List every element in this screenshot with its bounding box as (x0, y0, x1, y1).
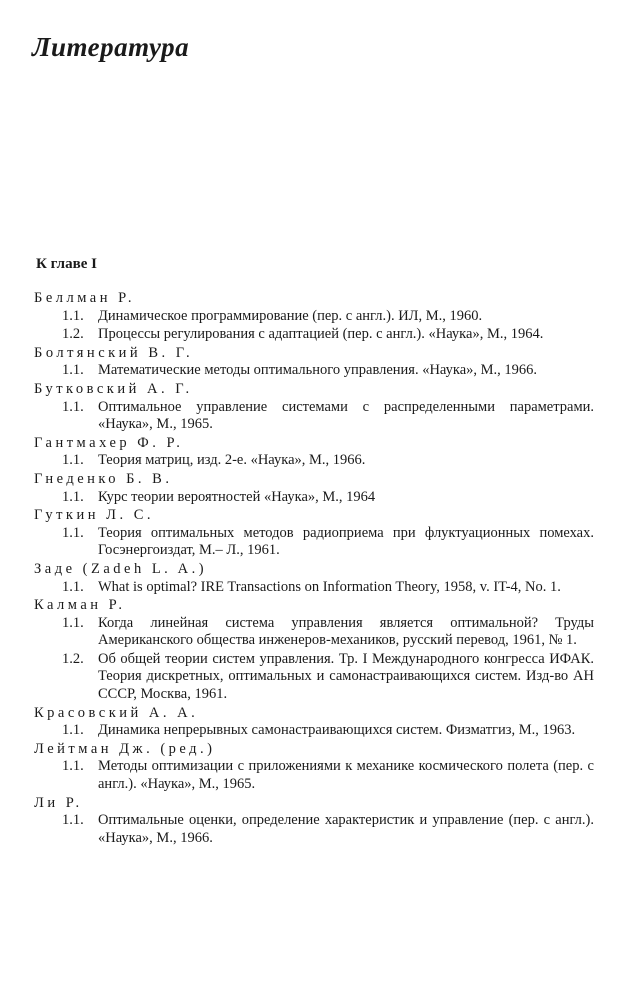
reference-author: Гнеденко Б. В. (34, 470, 173, 487)
reference-author: Беллман Р. (34, 290, 136, 306)
reference-number: 1.2. (62, 326, 84, 343)
reference-entry (34, 308, 594, 326)
reference-number: 1.1. (62, 362, 84, 379)
reference-text: Оптимальное управление системами с распределенными параметрами. «Наука», М., 1965. (98, 398, 594, 433)
reference-entry (34, 812, 594, 847)
reference-text: Процессы регулирования с адаптацией (пер. с англ.). «Наука», М., 1964. (98, 326, 544, 343)
reference-text: Динамика непрерывных самонастраивающихся систем. Физматгиз, М., 1963. (98, 722, 576, 739)
reference-text: Курс теории вероятностей «Наука», М., 1964 (98, 488, 376, 505)
reference-author: Гуткин Л. С. (34, 507, 154, 524)
reference-author: Болтянский В. Г. (34, 344, 194, 361)
reference-author: Ли Р. (34, 794, 83, 811)
chapter-heading: К главе I (36, 256, 97, 272)
reference-text: What is optimal? IRE Transactions on Information Theory, 1958, v. IT-4, No. 1. (98, 578, 561, 595)
reference-number: 1.1. (62, 614, 84, 631)
reference-entry (34, 651, 594, 704)
reference-number: 1.1. (62, 722, 84, 739)
reference-number: 1.1. (62, 307, 84, 324)
reference-entry (34, 452, 594, 470)
reference-text: Оптимальные оценки, определение характеристик и управление (пер. с англ.). «Наука», М., 1966. (98, 812, 594, 846)
reference-author: Красовский А. А. (34, 704, 199, 721)
reference-text: Динамическое программирование (пер. с англ.). ИЛ, М., 1960. (98, 307, 483, 324)
reference-entry (34, 615, 594, 650)
reference-number: 1.1. (62, 578, 84, 595)
reference-entry (34, 362, 594, 380)
reference-entry (34, 525, 594, 560)
reference-entry (34, 326, 594, 344)
reference-list (34, 290, 594, 848)
reference-entry (34, 399, 594, 434)
reference-text: Теория матриц, изд. 2-е. «Наука», М., 1966. (98, 452, 366, 469)
page-title: Литература (32, 32, 190, 62)
reference-number: 1.1. (62, 758, 84, 775)
reference-author: Гантмахер Ф. Р. (34, 434, 184, 451)
reference-author: Калман Р. (34, 597, 126, 614)
reference-entry (34, 758, 594, 793)
reference-text: Об общей теории систем управления. Тр. I Международного конгресса ИФАК. Теория дискретных, оптимальных и самонастраивающихся систем. Изд-во АН СССР, Москва, 1961. (98, 650, 594, 703)
reference-author: Заде (Zadeh L. A.) (34, 560, 208, 577)
reference-number: 1.1. (62, 812, 84, 829)
reference-text: Теория оптимальных методов радиоприема при флуктуационных помехах. Госэнергоиздат, М.– Л., 1961. (98, 524, 594, 559)
reference-number: 1.2. (62, 650, 84, 667)
reference-author: Бутковский А. Г. (34, 380, 193, 397)
reference-entry (34, 722, 594, 740)
reference-number: 1.1. (62, 488, 84, 505)
reference-entry (34, 489, 594, 507)
reference-entry (34, 579, 594, 597)
reference-text: Математические методы оптимального управления. «Наука», М., 1966. (98, 362, 538, 379)
reference-number: 1.1. (62, 452, 84, 469)
reference-text: Методы оптимизации с приложениями к механике космического полета (пер. с англ.). «Наука», М., 1965. (98, 758, 594, 793)
reference-author: Лейтман Дж. (ред.) (34, 740, 216, 757)
reference-number: 1.1. (62, 398, 84, 415)
reference-text: Когда линейная система управления является оптимальной? Труды Американского общества инженеров-механиков, русский перевод, 1961, № 1. (98, 614, 594, 649)
reference-number: 1.1. (62, 524, 84, 541)
